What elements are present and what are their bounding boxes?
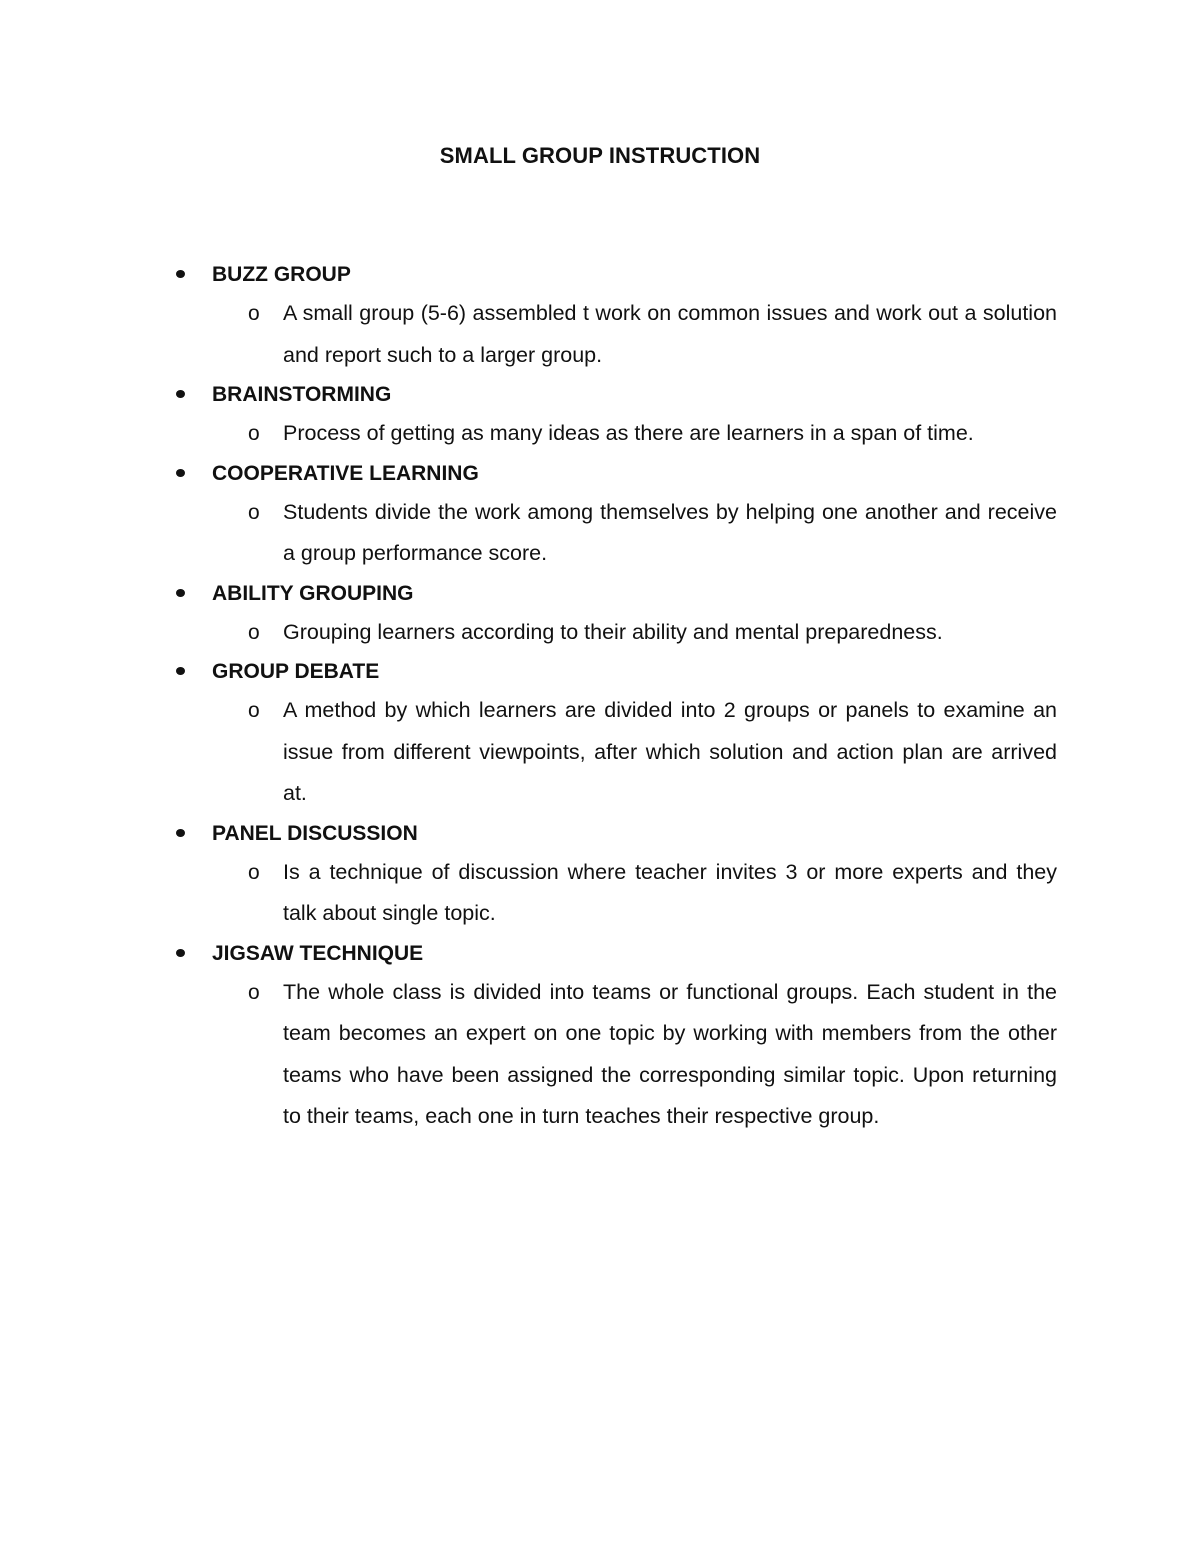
definition-text: The whole class is divided into teams or functional groups. Each student in the team becomes an expert on one topic by working with members from the other teams who have been assigned the corresponding similar topic. Upon returning to their teams, each one in turn teaches their respective group. bbox=[283, 979, 1057, 1128]
sub-bullet-icon: o bbox=[248, 980, 260, 1004]
definition-text: A small group (5-6) assembled t work on common issues and work out a solution and report such to a larger group. bbox=[283, 301, 1057, 367]
definition-text: Process of getting as many ideas as there are learners in a span of time. bbox=[283, 421, 974, 445]
list-item bbox=[170, 262, 1060, 382]
bullet-icon bbox=[176, 829, 185, 837]
section-definition bbox=[170, 492, 1060, 581]
section-definition bbox=[170, 293, 1060, 382]
page-title: SMALL GROUP INSTRUCTION bbox=[439, 143, 761, 168]
sub-bullet-icon: o bbox=[248, 500, 260, 524]
section-definition bbox=[170, 612, 1060, 660]
list-item bbox=[170, 581, 1060, 660]
bullet-icon bbox=[176, 949, 185, 957]
section-heading: COOPERATIVE LEARNING bbox=[212, 461, 479, 485]
section-heading: ABILITY GROUPING bbox=[212, 581, 414, 605]
section-heading: BUZZ GROUP bbox=[212, 263, 351, 286]
section-heading: JIGSAW TECHNIQUE bbox=[212, 941, 424, 965]
sub-bullet-icon: o bbox=[248, 620, 260, 644]
definition-text: Students divide the work among themselves by helping one another and receive a group performance score. bbox=[283, 499, 1057, 565]
section-definition bbox=[170, 690, 1060, 821]
bullet-icon bbox=[176, 390, 185, 398]
sub-bullet-icon: o bbox=[248, 699, 260, 722]
definition-text: Grouping learners according to their ability and mental preparedness. bbox=[283, 619, 943, 644]
list-item bbox=[170, 659, 1060, 821]
section-list bbox=[170, 262, 1060, 1144]
section-definition bbox=[170, 852, 1060, 941]
bullet-icon bbox=[176, 589, 185, 597]
section-heading: PANEL DISCUSSION bbox=[212, 821, 418, 845]
bullet-icon bbox=[176, 469, 185, 477]
list-item bbox=[170, 461, 1060, 581]
bullet-icon bbox=[176, 270, 185, 278]
section-heading: BRAINSTORMING bbox=[212, 383, 392, 406]
sub-bullet-icon: o bbox=[248, 422, 260, 445]
section-heading: GROUP DEBATE bbox=[212, 660, 380, 683]
definition-text: A method by which learners are divided into 2 groups or panels to examine an issue from different viewpoints, after which solution and action plan are arrived at. bbox=[283, 698, 1057, 805]
list-item bbox=[170, 821, 1060, 941]
sub-bullet-icon: o bbox=[248, 302, 260, 325]
definition-text: Is a technique of discussion where teacher invites 3 or more experts and they talk about single topic. bbox=[283, 859, 1057, 925]
sub-bullet-icon: o bbox=[248, 860, 260, 884]
bullet-icon bbox=[176, 667, 185, 675]
section-definition bbox=[170, 413, 1060, 461]
list-item bbox=[170, 382, 1060, 461]
section-definition bbox=[170, 972, 1060, 1144]
list-item bbox=[170, 941, 1060, 1144]
